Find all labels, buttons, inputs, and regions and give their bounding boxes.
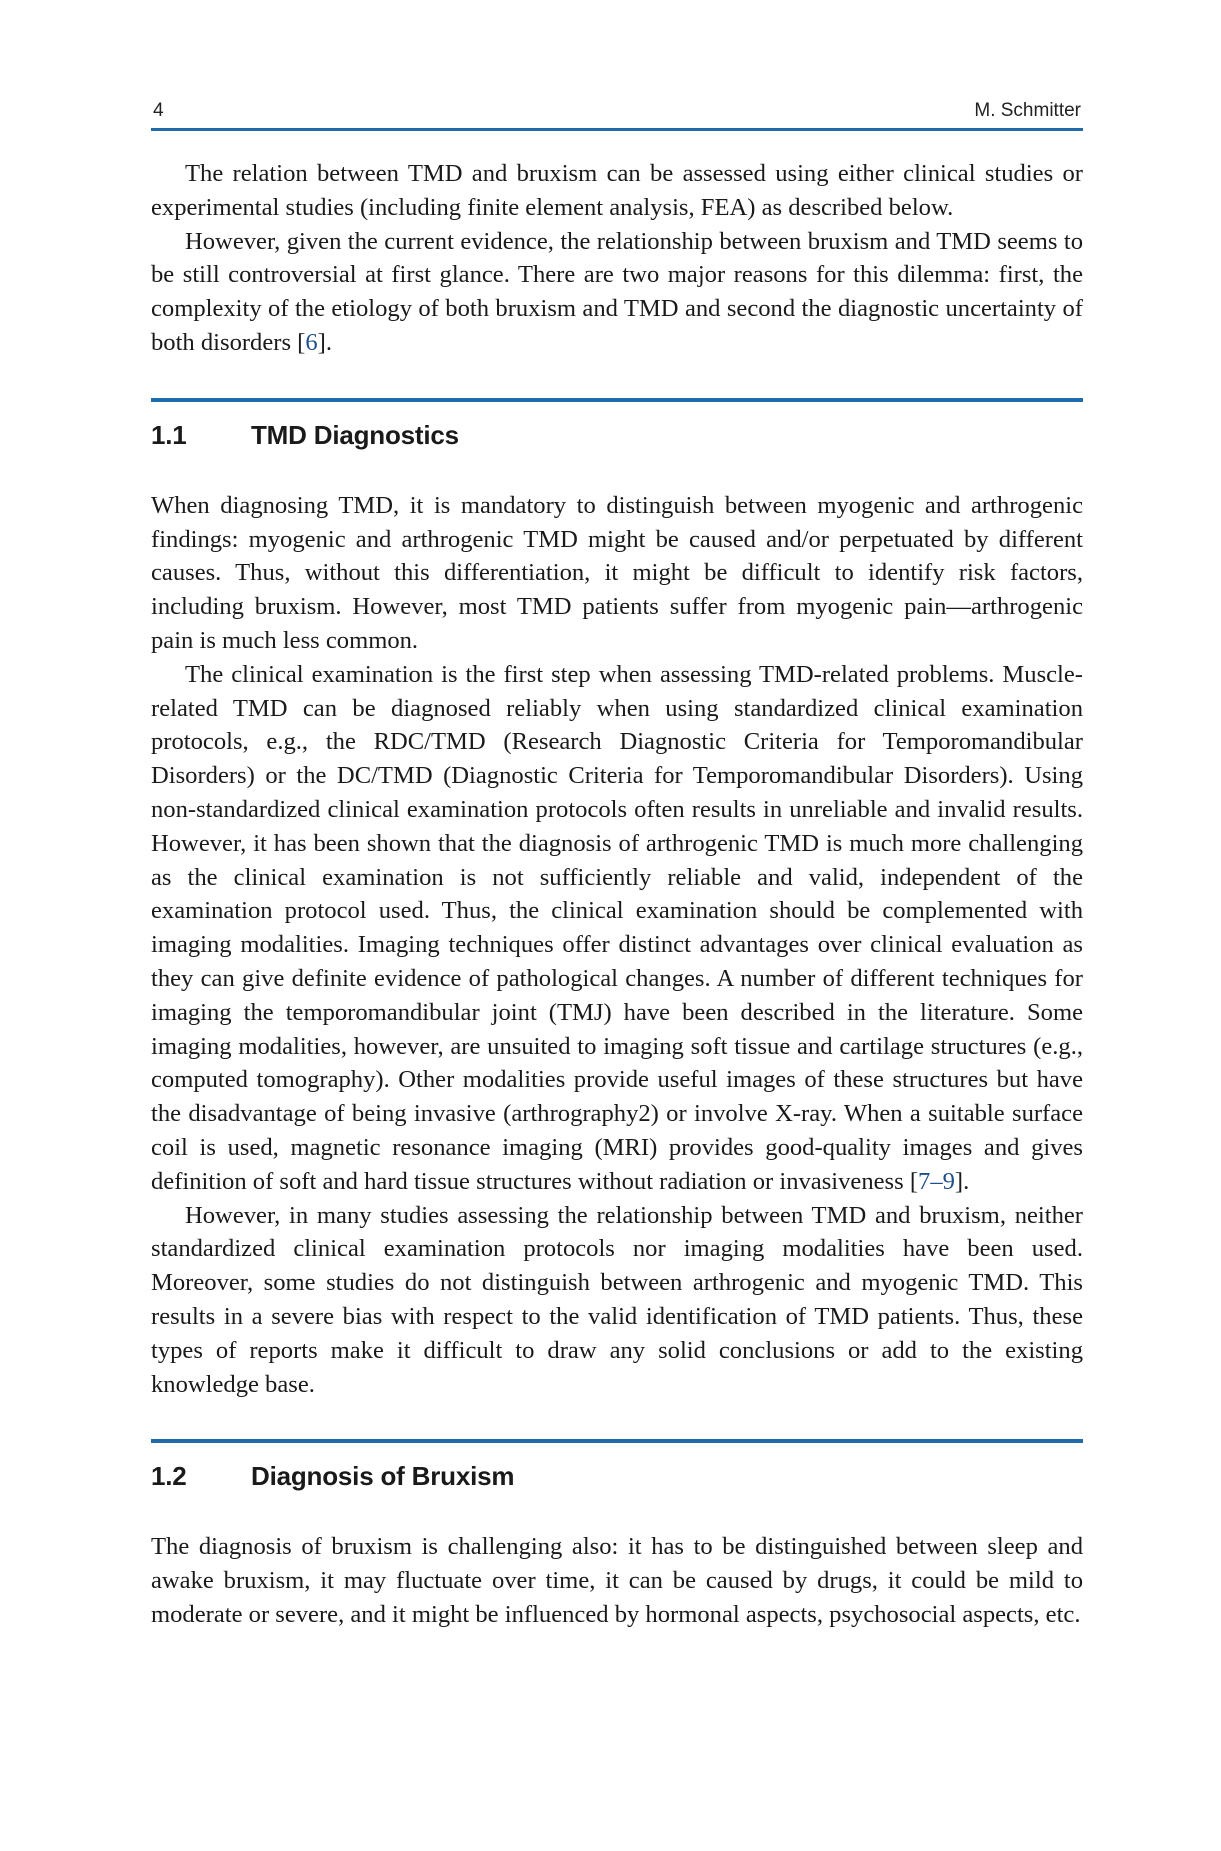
section-body [151,1530,1083,1631]
section-heading [151,1461,1083,1492]
section-heading [151,420,1083,451]
body-paragraph-1: When diagnosing TMD, it is mandatory to distinguish between myogenic and arthrogenic findings: myogenic and arthrogenic TMD might be caused and/or perpetuated by different causes. Thus, without this differentiation, it might be difficult to identify risk factors, including bruxism. However, most TMD patients suffer from myogenic pain—arthrogenic pain is much less common. [151,491,1083,654]
author-name: M. Schmitter [974,100,1081,121]
paragraph-end: ]. [954,1167,970,1195]
body-paragraph-2 [151,658,1083,1199]
intro-paragraph-2 [151,225,1083,360]
citation-link[interactable]: 7–9 [918,1167,955,1195]
intro-section [151,157,1083,360]
section-diagnosis-of-bruxism [151,1439,1083,1631]
body-paragraph-3: However, in many studies assessing the relationship between TMD and bruxism, neither standardized clinical examination protocols nor imaging modalities have been used. Moreover, some studies do not distinguish between arthrogenic and myogenic TMD. This results in a severe bias with respect to the valid identification of TMD patients. Thus, these types of reports make it difficult to draw any solid conclusions or add to the existing knowledge base. [151,1201,1083,1398]
section-number: 1.2 [151,1461,187,1492]
page-number: 4 [153,100,164,121]
header-rule [151,128,1083,131]
section-title: Diagnosis of Bruxism [251,1461,515,1492]
paragraph-text: However, given the current evidence, the relationship between bruxism and TMD seems to be still controversial at first glance. There are two major reasons for this dilemma: first, the complexity of the etiology of both bruxism and TMD and second the diagnostic uncertainty of both disorders [ [151,227,1083,356]
book-page [151,92,1083,1632]
citation-link[interactable]: 6 [305,328,318,356]
body-paragraph-1: The diagnosis of bruxism is challenging also: it has to be distinguished between sleep and awake bruxism, it may fluctuate over time, it can be caused by drugs, it could be mild to moderate or severe, and it might be influenced by hormonal aspects, psychosocial aspects, etc. [151,1533,1083,1628]
paragraph-text: The clinical examination is the first step when assessing TMD-related problems. Muscle-related TMD can be diagnosed reliably when using standardized clinical examination protocols, e.g., the RDC/TMD (Research Diagnostic Criteria for Temporomandibular Disorders) or the DC/TMD (Diagnostic Criteria for Temporomandibular Disorders). Using non-standardized clinical examination protocols often results in unreliable and invalid results. However, it has been shown that the diagnosis of arthrogenic TMD is much more challenging as the clinical examination is not sufficiently reliable and valid, independent of the examination protocol used. Thus, the clinical examination should be complemented with imaging modalities. Imaging techniques offer distinct advantages over clinical evaluation as they can give definite evidence of pathological changes. A number of different techniques for imaging the temporomandibular joint (TMJ) have been described in the literature. Some imaging modalities, however, are unsuited to imaging soft tissue and cartilage structures (e.g., computed tomography). Other modalities provide useful images of these structures but have the disadvantage of being invasive (arthrography2) or involve X-ray. When a suitable surface coil is used, magnetic resonance imaging (MRI) provides good-quality images and gives definition of soft and hard tissue structures without radiation or invasiveness [ [151,660,1083,1195]
section-body [151,489,1083,1402]
section-title: TMD Diagnostics [251,419,459,450]
section-number: 1.1 [151,419,187,450]
intro-paragraph-1: The relation between TMD and bruxism can be assessed using either clinical studies or experimental studies (including finite element analysis, FEA) as described below. [151,160,1083,221]
section-rule [151,1439,1083,1443]
paragraph-end: ]. [317,328,333,356]
section-rule [151,398,1083,402]
running-head [151,92,1083,122]
section-tmd-diagnostics [151,398,1083,1402]
